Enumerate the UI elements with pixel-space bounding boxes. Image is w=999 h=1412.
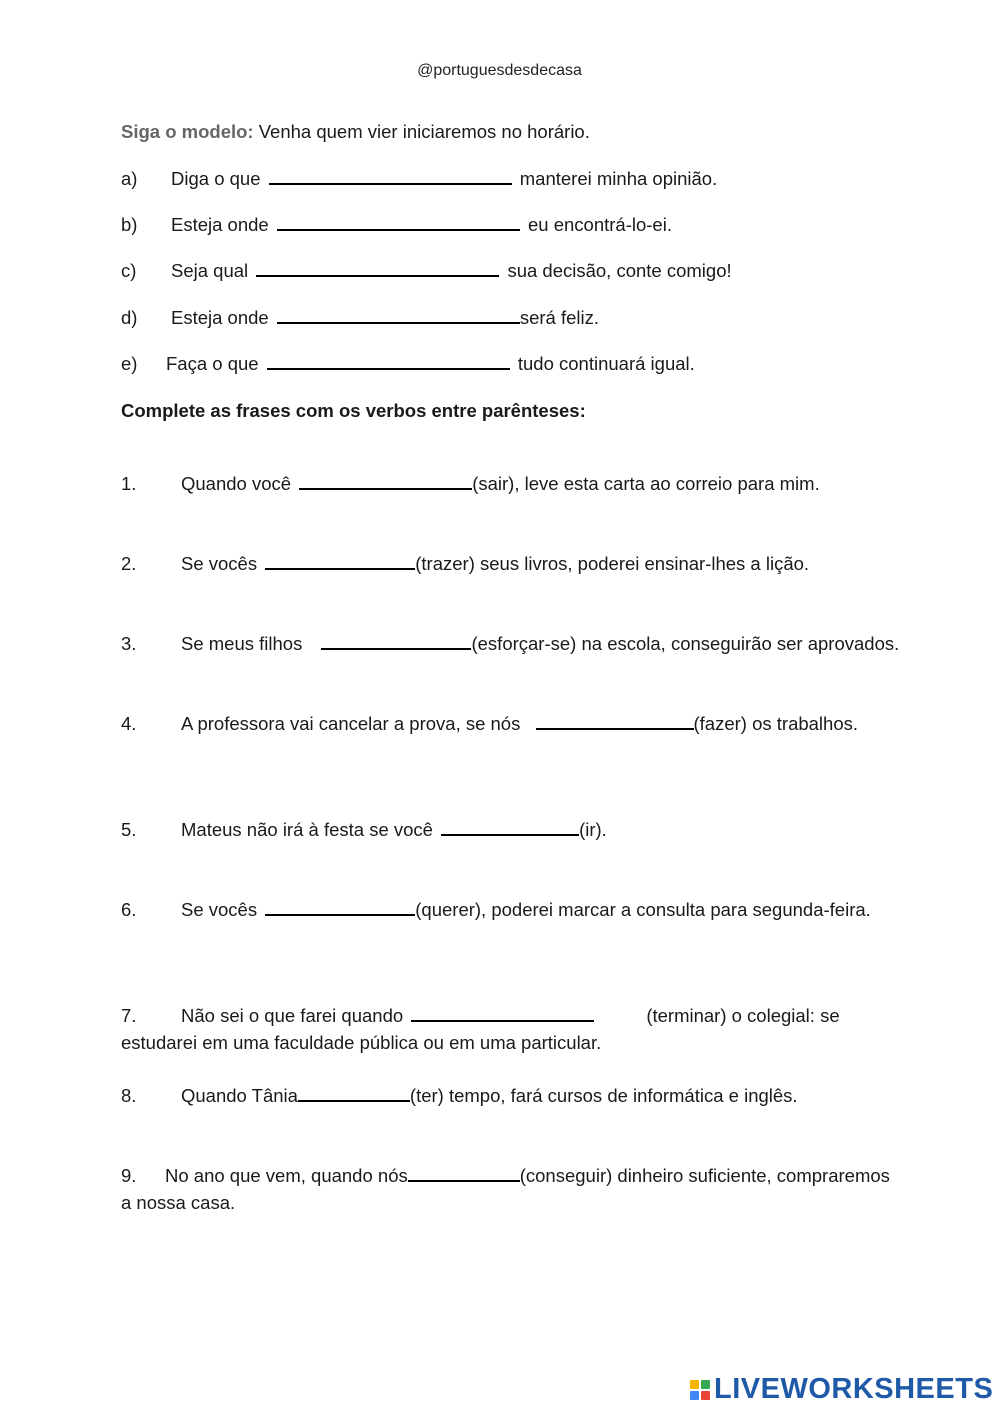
answer-blank[interactable] <box>277 308 520 324</box>
item-text-before: Faça o que <box>166 353 259 374</box>
answer-blank[interactable] <box>265 900 415 916</box>
question-text-after: (fazer) os trabalhos. <box>693 713 859 734</box>
question-text-before: A professora vai cancelar a prova, se nós <box>181 713 521 734</box>
question-item <box>121 1082 901 1109</box>
answer-blank[interactable] <box>277 215 520 231</box>
answer-blank[interactable] <box>299 474 472 490</box>
liveworksheets-logo-icon <box>690 1380 710 1400</box>
answer-blank[interactable] <box>265 554 415 570</box>
model-sentence <box>121 121 590 143</box>
question-item <box>121 816 901 843</box>
letter-item <box>121 260 732 282</box>
item-text-after: eu encontrá-lo-ei. <box>528 214 672 235</box>
question-item <box>121 1002 901 1056</box>
answer-blank[interactable] <box>536 714 694 730</box>
question-text-after: (ir). <box>579 819 607 840</box>
question-number: 6. <box>121 899 137 920</box>
answer-blank[interactable] <box>411 1006 594 1022</box>
question-text-after: (querer), poderei marcar a consulta para segunda-feira. <box>415 899 871 920</box>
letter-item <box>121 307 599 329</box>
question-text-after: (conseguir) dinheiro suficiente, compraremos a nossa casa. <box>121 1165 890 1213</box>
item-text-before: Esteja onde <box>171 307 269 328</box>
question-text-before: Se vocês <box>181 899 258 920</box>
question-text-before: No ano que vem, quando nós <box>165 1165 408 1186</box>
answer-blank[interactable] <box>269 169 512 185</box>
item-text-after: sua decisão, conte comigo! <box>507 260 732 281</box>
question-text-after: (terminar) o colegial: se estudarei em uma faculdade pública ou em uma particular. <box>121 1005 840 1053</box>
item-letter: e) <box>121 353 138 374</box>
question-text-after: (esforçar-se) na escola, conseguirão ser aprovados. <box>471 633 900 654</box>
question-item <box>121 710 901 737</box>
item-text-after: será feliz. <box>519 307 600 328</box>
letter-item <box>121 168 717 190</box>
question-text-before: Não sei o que farei quando <box>181 1005 404 1026</box>
question-item <box>121 896 901 923</box>
question-number: 4. <box>121 713 137 734</box>
answer-blank[interactable] <box>256 261 499 277</box>
question-text-after: (trazer) seus livros, poderei ensinar-lhes a lição. <box>415 553 810 574</box>
question-number: 1. <box>121 473 137 494</box>
question-number: 8. <box>121 1085 137 1106</box>
answer-blank[interactable] <box>441 820 579 836</box>
answer-blank[interactable] <box>408 1166 520 1182</box>
question-number: 7. <box>121 1005 137 1026</box>
answer-blank[interactable] <box>298 1086 410 1102</box>
letter-item <box>121 214 672 236</box>
question-text-before: Mateus não irá à festa se você <box>181 819 433 840</box>
item-letter: c) <box>121 260 137 281</box>
item-text-before: Esteja onde <box>171 214 269 235</box>
question-number: 9. <box>121 1165 137 1186</box>
question-item <box>121 1162 901 1216</box>
question-number: 5. <box>121 819 137 840</box>
item-text-after: tudo continuará igual. <box>517 353 695 374</box>
answer-blank[interactable] <box>321 634 471 650</box>
item-letter: d) <box>121 307 138 328</box>
question-item <box>121 470 901 497</box>
question-number: 3. <box>121 633 137 654</box>
question-text-before: Se meus filhos <box>181 633 303 654</box>
question-text-before: Quando você <box>181 473 292 494</box>
question-text-before: Quando Tânia <box>181 1085 298 1106</box>
item-text-before: Seja qual <box>171 260 249 281</box>
author-handle: @portuguesdesdecasa <box>417 62 582 79</box>
question-item <box>121 630 901 657</box>
instruction-heading: Complete as frases com os verbos entre parênteses: <box>121 400 586 421</box>
question-text-before: Se vocês <box>181 553 258 574</box>
letter-item <box>121 353 695 375</box>
question-text-after: (ter) tempo, fará cursos de informática e inglês. <box>409 1085 798 1106</box>
question-number: 2. <box>121 553 137 574</box>
item-letter: a) <box>121 168 138 189</box>
brand-name: LIVEWORKSHEETS <box>714 1373 994 1405</box>
question-text-after: (sair), leve esta carta ao correio para mim. <box>472 473 820 494</box>
model-label: Siga o modelo: <box>121 121 254 142</box>
liveworksheets-brand <box>690 1373 993 1406</box>
item-text-before: Diga o que <box>171 168 261 189</box>
item-text-after: manterei minha opinião. <box>519 168 718 189</box>
answer-blank[interactable] <box>267 354 510 370</box>
question-item <box>121 550 901 577</box>
model-text: Venha quem vier iniciaremos no horário. <box>258 121 590 142</box>
item-letter: b) <box>121 214 138 235</box>
